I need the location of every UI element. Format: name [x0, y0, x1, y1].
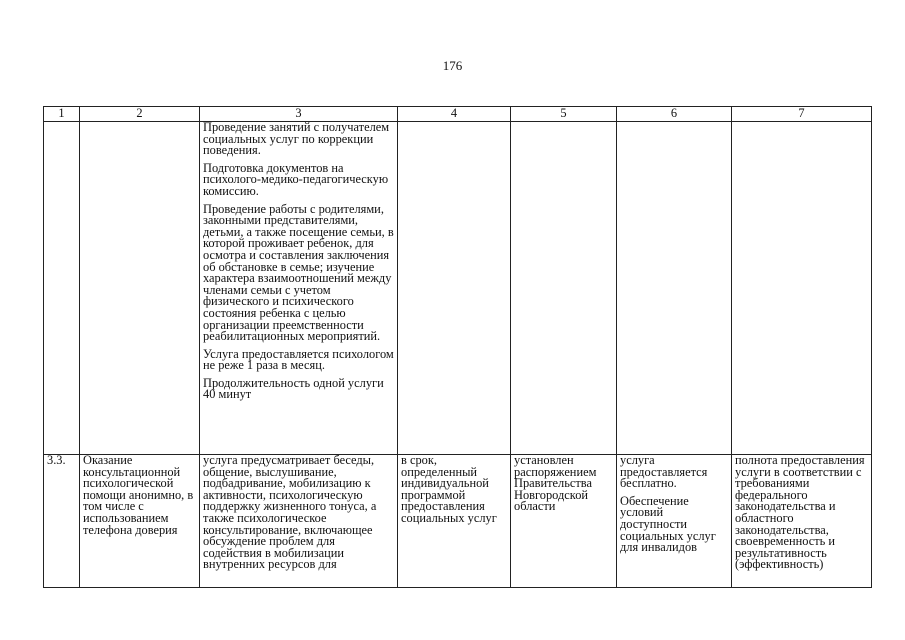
paragraph: Проведение занятий с получателем социальных услуг по коррекции поведения. [203, 121, 390, 158]
column-header-5: 5 [511, 107, 617, 122]
service-tariff: установлен распоряжением Правительства Новгородской области [511, 455, 617, 588]
cell-empty [732, 122, 872, 455]
service-conditions [617, 455, 732, 588]
paragraph: услуга предоставляется бесплатно. [620, 454, 708, 491]
cell-empty [44, 122, 80, 455]
page-number: 176 [442, 58, 463, 73]
service-description: услуга предусматривает беседы, общение, выслушивание, подбадривание, мобилизацию к активности, психологическую поддержку жизненного тонуса, а также психологическое консультирование, включающее обсуждение проблем для содействия в мобилизации внутренних ресурсов для [200, 455, 398, 588]
column-header-7: 7 [732, 107, 872, 122]
paragraph: Проведение работы с родителями, законными представителями, детьми, а также посещение семьи, в которой проживает ребенок, для осмотра и составления заключения об обстановке в семье; изучение характера взаимоотношений между членами семьи с учетом физического и психического состояния ребенка с целью организации преемственности реабилитационных мероприятий. [203, 201, 394, 344]
services-table [43, 106, 872, 588]
table-row [44, 455, 872, 588]
service-number: 3.3. [44, 455, 80, 588]
table-row [44, 122, 872, 455]
paragraph: Подготовка документов на психолого-медико-педагогическую комиссию. [203, 160, 389, 198]
paragraph: Продолжительность одной услуги 40 минут [203, 375, 384, 402]
column-header-6: 6 [617, 107, 732, 122]
paragraph: Услуга предоставляется психологом не реже 1 раза в месяц. [203, 346, 394, 373]
column-header-3: 3 [200, 107, 398, 122]
cell-empty [511, 122, 617, 455]
cell-empty [617, 122, 732, 455]
service-name: Оказание консультационной психологической помощи анонимно, в том числе с использованием телефона доверия [80, 455, 200, 588]
service-quality-indicators: полнота предоставления услуги в соответствии с требованиями федерального законодательства и областного законодательства, своевременность и результативность (эффективность) [732, 455, 872, 588]
service-deadline: в срок, определенный индивидуальной программой предоставления социальных услуг [398, 455, 511, 588]
column-header-4: 4 [398, 107, 511, 122]
column-header-2: 2 [80, 107, 200, 122]
cell-empty [80, 122, 200, 455]
service-content-cell [200, 122, 398, 455]
column-number-row [44, 107, 872, 122]
cell-empty [398, 122, 511, 455]
paragraph: Обеспечение условий доступности социальных услуг для инвалидов [620, 493, 716, 555]
column-header-1: 1 [44, 107, 80, 122]
